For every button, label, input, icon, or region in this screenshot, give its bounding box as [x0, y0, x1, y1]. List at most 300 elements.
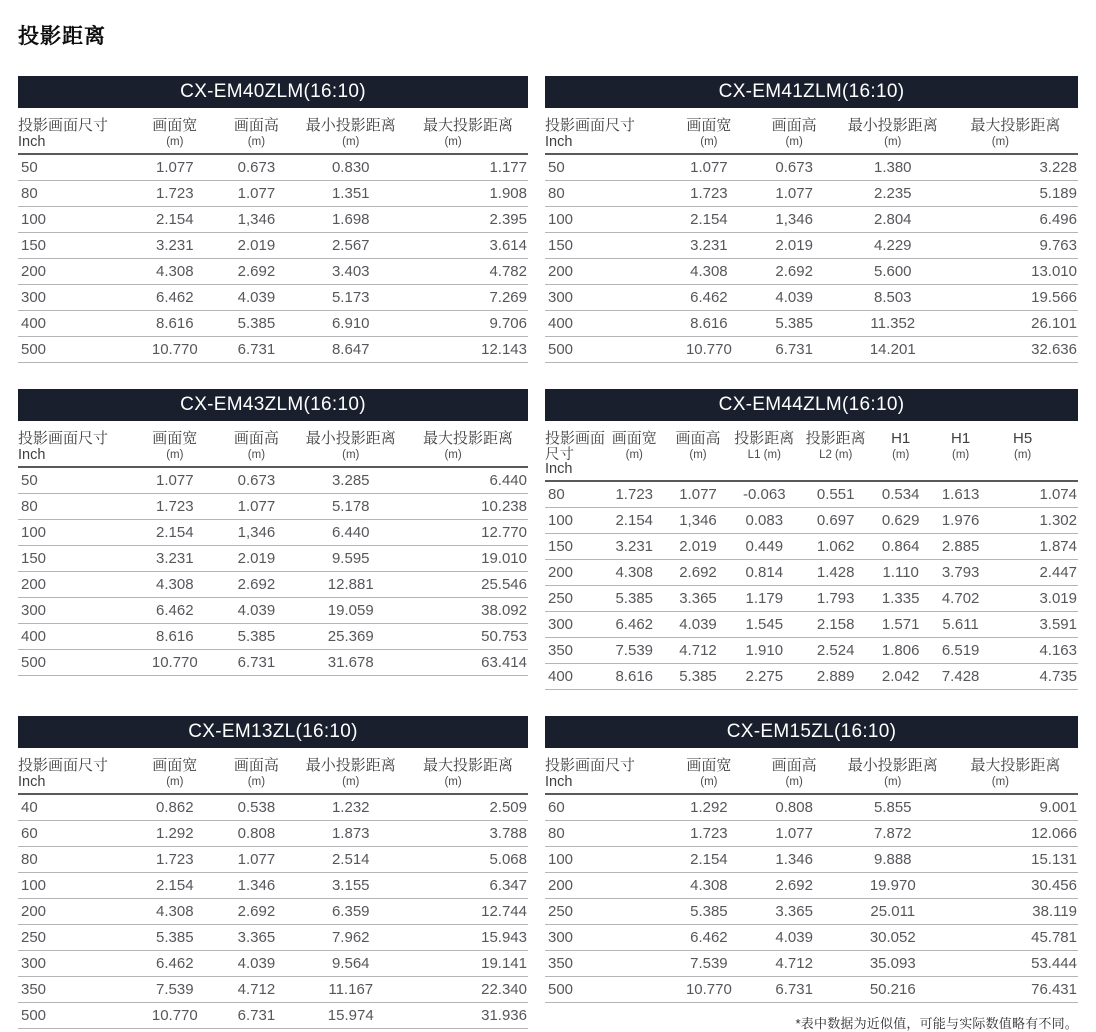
- table-cell: 8.616: [662, 311, 755, 337]
- projection-distance-table: [545, 110, 1078, 363]
- table-row: [18, 794, 528, 821]
- page-title: 投影距离: [18, 25, 106, 48]
- column-header: 画面宽 (m): [662, 750, 755, 794]
- table-cell: 10.770: [130, 650, 219, 676]
- table-cell: 5.173: [293, 285, 408, 311]
- table-cell: 250: [545, 586, 601, 612]
- table-cell: 6.910: [293, 311, 408, 337]
- table-cell: 1.232: [293, 794, 408, 821]
- table-cell: 1.806: [871, 638, 930, 664]
- table-cell: 1.346: [756, 847, 833, 873]
- table-cell: 76.431: [953, 977, 1078, 1003]
- table-row: [18, 337, 528, 363]
- column-header: 画面高 (m): [219, 110, 293, 154]
- table-cell: 500: [545, 337, 662, 363]
- table-cell: 1.874: [991, 534, 1078, 560]
- table-row: [545, 560, 1078, 586]
- table-cell: 6.462: [130, 285, 219, 311]
- column-header: 最大投影距离 (m): [408, 110, 528, 154]
- table-cell: 0.862: [130, 794, 219, 821]
- table-cell: 100: [545, 847, 662, 873]
- column-header: 投影画面尺寸 Inch: [18, 750, 130, 794]
- column-header: 画面高 (m): [667, 423, 728, 481]
- table-cell: 31.936: [408, 1003, 528, 1029]
- table-title-bar: CX-EM41ZLM(16:10): [545, 76, 1078, 108]
- table-cell: 10.238: [408, 494, 528, 520]
- table-cell: 25.369: [293, 624, 408, 650]
- table-cell: 6.496: [953, 207, 1078, 233]
- table-cell: 1.077: [130, 467, 219, 494]
- table-cell: 10.770: [662, 337, 755, 363]
- table-cell: 1,346: [667, 508, 728, 534]
- table-cell: 2.158: [800, 612, 871, 638]
- table-cell: 5.385: [667, 664, 728, 690]
- column-header: 画面宽 (m): [601, 423, 667, 481]
- table-cell: 9.595: [293, 546, 408, 572]
- table-cell: 1.062: [800, 534, 871, 560]
- column-header: H1 (m): [871, 423, 930, 481]
- table-cell: 300: [545, 285, 662, 311]
- table-cell: 4.229: [833, 233, 953, 259]
- table-cx-em43zlm: [18, 389, 528, 676]
- table-cell: 2.889: [800, 664, 871, 690]
- column-header: 投影画面尺寸 Inch: [18, 110, 130, 154]
- table-cell: 1.723: [130, 181, 219, 207]
- table-cell: 80: [545, 481, 601, 508]
- table-cell: 1.873: [293, 821, 408, 847]
- table-cell: 200: [18, 259, 130, 285]
- table-cell: 60: [545, 794, 662, 821]
- table-row: [18, 951, 528, 977]
- table-row: [545, 207, 1078, 233]
- table-cell: 1.723: [601, 481, 667, 508]
- table-cell: 4.308: [662, 873, 755, 899]
- table-cell: 0.629: [871, 508, 930, 534]
- table-cell: 15.131: [953, 847, 1078, 873]
- table-cell: 5.385: [219, 624, 293, 650]
- table-cell: 45.781: [953, 925, 1078, 951]
- table-cell: 50: [18, 154, 130, 181]
- table-cell: 2.804: [833, 207, 953, 233]
- table-cell: 4.039: [756, 925, 833, 951]
- table-cell: 6.462: [130, 951, 219, 977]
- table-cell: 1.976: [930, 508, 991, 534]
- column-header: 画面宽 (m): [662, 110, 755, 154]
- table-cell: 9.706: [408, 311, 528, 337]
- table-cell: 15.974: [293, 1003, 408, 1029]
- table-cell: 10.770: [130, 337, 219, 363]
- table-cell: 300: [18, 951, 130, 977]
- table-cell: 2.509: [408, 794, 528, 821]
- table-cell: 0.673: [219, 467, 293, 494]
- table-cell: 6.440: [293, 520, 408, 546]
- table-row: [18, 1003, 528, 1029]
- table-row: [18, 598, 528, 624]
- table-cell: 1.613: [930, 481, 991, 508]
- table-cell: 0.449: [729, 534, 800, 560]
- table-cell: 4.308: [601, 560, 667, 586]
- column-header: 画面高 (m): [756, 110, 833, 154]
- table-cx-em41zlm: [545, 76, 1078, 363]
- table-cell: 50.753: [408, 624, 528, 650]
- column-header: 最小投影距离 (m): [833, 110, 953, 154]
- table-cell: 0.673: [756, 154, 833, 181]
- table-cell: 2.019: [756, 233, 833, 259]
- table-cell: 100: [18, 873, 130, 899]
- table-row: [545, 612, 1078, 638]
- table-cell: 1.077: [662, 154, 755, 181]
- footnote: *表中数据为近似值，可能与实际数值略有不同。: [795, 1016, 1078, 1031]
- table-cell: 1.179: [729, 586, 800, 612]
- table-cell: 4.039: [219, 598, 293, 624]
- table-cell: 80: [18, 847, 130, 873]
- table-cell: 1.177: [408, 154, 528, 181]
- table-cell: 10.770: [130, 1003, 219, 1029]
- table-cell: 26.101: [953, 311, 1078, 337]
- table-cell: 0.808: [756, 794, 833, 821]
- table-row: [545, 638, 1078, 664]
- table-cell: 6.462: [662, 285, 755, 311]
- table-cell: 5.385: [219, 311, 293, 337]
- table-cell: 350: [18, 977, 130, 1003]
- table-row: [18, 650, 528, 676]
- table-cell: 22.340: [408, 977, 528, 1003]
- table-cell: 30.456: [953, 873, 1078, 899]
- table-title-bar: CX-EM13ZL(16:10): [18, 716, 528, 748]
- table-cell: 15.943: [408, 925, 528, 951]
- table-row: [18, 154, 528, 181]
- table-cell: 1,346: [219, 207, 293, 233]
- table-cell: 1.077: [219, 181, 293, 207]
- table-cell: 2.692: [219, 899, 293, 925]
- table-row: [545, 508, 1078, 534]
- column-header: 投影画面尺寸 Inch: [545, 750, 662, 794]
- table-cell: 2.692: [756, 259, 833, 285]
- table-cell: 0.814: [729, 560, 800, 586]
- table-cell: 5.068: [408, 847, 528, 873]
- table-cell: 200: [545, 873, 662, 899]
- table-cell: 200: [545, 259, 662, 285]
- table-row: [545, 821, 1078, 847]
- table-cell: 10.770: [662, 977, 755, 1003]
- table-cell: 2.235: [833, 181, 953, 207]
- table-row: [18, 207, 528, 233]
- table-row: [18, 821, 528, 847]
- table-cell: 1.351: [293, 181, 408, 207]
- table-row: [545, 977, 1078, 1003]
- table-cell: 2.019: [667, 534, 728, 560]
- table-cell: 1.723: [662, 821, 755, 847]
- table-cell: 1.077: [756, 821, 833, 847]
- table-cell: 2.395: [408, 207, 528, 233]
- table-cell: 0.808: [219, 821, 293, 847]
- table-cell: 50.216: [833, 977, 953, 1003]
- table-cell: 0.864: [871, 534, 930, 560]
- table-row: [545, 233, 1078, 259]
- table-cell: 9.564: [293, 951, 408, 977]
- table-cell: 2.692: [219, 572, 293, 598]
- table-cell: 4.039: [667, 612, 728, 638]
- table-cell: 2.524: [800, 638, 871, 664]
- table-cell: 11.352: [833, 311, 953, 337]
- table-cell: 1.077: [667, 481, 728, 508]
- table-cell: 30.052: [833, 925, 953, 951]
- table-cell: 5.189: [953, 181, 1078, 207]
- table-cell: 5.385: [662, 899, 755, 925]
- table-cell: 14.201: [833, 337, 953, 363]
- table-cell: 4.039: [219, 285, 293, 311]
- projection-distance-table: [545, 423, 1078, 690]
- table-cell: 1.335: [871, 586, 930, 612]
- table-cell: 350: [545, 951, 662, 977]
- table-cell: 0.830: [293, 154, 408, 181]
- table-cell: 200: [18, 572, 130, 598]
- projection-distance-table: [545, 750, 1078, 1003]
- column-header: 最大投影距离 (m): [953, 750, 1078, 794]
- table-cell: 1.571: [871, 612, 930, 638]
- table-cell: 7.539: [662, 951, 755, 977]
- table-cell: 1.723: [662, 181, 755, 207]
- column-header: 画面宽 (m): [130, 423, 219, 467]
- table-cell: 100: [545, 508, 601, 534]
- table-cell: 500: [545, 977, 662, 1003]
- table-row: [545, 285, 1078, 311]
- table-cell: 19.970: [833, 873, 953, 899]
- table-cell: 1.110: [871, 560, 930, 586]
- table-cell: 80: [18, 181, 130, 207]
- table-cell: 3.365: [667, 586, 728, 612]
- table-cell: 6.731: [219, 337, 293, 363]
- table-cell: 19.010: [408, 546, 528, 572]
- table-cell: 32.636: [953, 337, 1078, 363]
- table-cell: 400: [545, 311, 662, 337]
- projection-distance-table: [18, 110, 528, 363]
- table-cell: 1.698: [293, 207, 408, 233]
- table-row: [545, 664, 1078, 690]
- table-cell: 2.154: [130, 873, 219, 899]
- table-row: [18, 899, 528, 925]
- table-cell: 200: [545, 560, 601, 586]
- table-cell: 3.019: [991, 586, 1078, 612]
- table-row: [18, 233, 528, 259]
- table-cell: 50: [18, 467, 130, 494]
- table-row: [545, 586, 1078, 612]
- table-row: [18, 624, 528, 650]
- column-header: 画面高 (m): [219, 423, 293, 467]
- table-cell: 7.539: [130, 977, 219, 1003]
- column-header: 投影画面尺寸 Inch: [545, 110, 662, 154]
- table-cell: 2.042: [871, 664, 930, 690]
- table-cell: 40: [18, 794, 130, 821]
- table-cell: 500: [18, 337, 130, 363]
- table-cell: 5.385: [130, 925, 219, 951]
- table-cell: 6.462: [662, 925, 755, 951]
- table-cell: 4.712: [219, 977, 293, 1003]
- table-cell: 100: [18, 520, 130, 546]
- column-header: 投影距离 L2 (m): [800, 423, 871, 481]
- table-cell: 1.074: [991, 481, 1078, 508]
- table-cell: 25.011: [833, 899, 953, 925]
- table-row: [18, 977, 528, 1003]
- table-cell: 7.962: [293, 925, 408, 951]
- table-cell: 3.591: [991, 612, 1078, 638]
- table-cell: 350: [545, 638, 601, 664]
- table-cell: 6.519: [930, 638, 991, 664]
- table-cell: 12.066: [953, 821, 1078, 847]
- tables-grid: [18, 76, 1078, 1032]
- table-cell: 2.154: [130, 207, 219, 233]
- table-cell: 4.782: [408, 259, 528, 285]
- projection-distance-table: [18, 423, 528, 676]
- table-row: [18, 546, 528, 572]
- table-cell: 5.600: [833, 259, 953, 285]
- table-cell: 200: [18, 899, 130, 925]
- table-row: [545, 259, 1078, 285]
- table-cell: 8.503: [833, 285, 953, 311]
- table-cell: 9.763: [953, 233, 1078, 259]
- table-cell: 1.292: [130, 821, 219, 847]
- table-cell: 3.155: [293, 873, 408, 899]
- table-cell: 4.039: [219, 951, 293, 977]
- table-cell: 6.731: [756, 977, 833, 1003]
- table-cx-em44zlm: [545, 389, 1078, 690]
- table-title-bar: CX-EM15ZL(16:10): [545, 716, 1078, 748]
- column-header-row: [18, 423, 528, 467]
- table-cell: 300: [18, 285, 130, 311]
- table-cell: 1,346: [756, 207, 833, 233]
- table-row: [18, 847, 528, 873]
- table-cell: 2.885: [930, 534, 991, 560]
- table-cell: 150: [545, 233, 662, 259]
- table-row: [545, 925, 1078, 951]
- table-cell: 7.428: [930, 664, 991, 690]
- table-row: [545, 337, 1078, 363]
- table-cell: 4.308: [130, 899, 219, 925]
- table-cell: 3.793: [930, 560, 991, 586]
- table-cell: 13.010: [953, 259, 1078, 285]
- column-header: H5 (m): [991, 423, 1078, 481]
- table-cell: 2.692: [756, 873, 833, 899]
- table-row: [18, 925, 528, 951]
- table-cell: 2.154: [662, 207, 755, 233]
- column-header-row: [545, 110, 1078, 154]
- column-header: 投影距离 L1 (m): [729, 423, 800, 481]
- table-cell: 3.285: [293, 467, 408, 494]
- table-row: [545, 534, 1078, 560]
- column-header: 最大投影距离 (m): [408, 423, 528, 467]
- table-cell: 19.566: [953, 285, 1078, 311]
- table-cell: 1.793: [800, 586, 871, 612]
- table-cell: 0.673: [219, 154, 293, 181]
- table-row: [18, 285, 528, 311]
- table-cell: 6.462: [130, 598, 219, 624]
- table-cell: 80: [18, 494, 130, 520]
- table-cell: 5.611: [930, 612, 991, 638]
- table-cell: 1.723: [130, 494, 219, 520]
- table-cell: 6.731: [756, 337, 833, 363]
- table-cell: 5.855: [833, 794, 953, 821]
- table-cell: 63.414: [408, 650, 528, 676]
- table-cell: 1.292: [662, 794, 755, 821]
- column-header: 最小投影距离 (m): [293, 750, 408, 794]
- table-cell: 150: [545, 534, 601, 560]
- column-header: 画面高 (m): [756, 750, 833, 794]
- table-cell: 500: [18, 650, 130, 676]
- table-row: [18, 181, 528, 207]
- column-header-row: [18, 110, 528, 154]
- table-cell: 25.546: [408, 572, 528, 598]
- table-cell: 1.908: [408, 181, 528, 207]
- table-cell: 2.514: [293, 847, 408, 873]
- table-cell: 7.539: [601, 638, 667, 664]
- table-cell: 38.119: [953, 899, 1078, 925]
- table-cell: 4.712: [756, 951, 833, 977]
- table-cell: 2.154: [662, 847, 755, 873]
- table-cell: 6.462: [601, 612, 667, 638]
- table-cell: 1.077: [130, 154, 219, 181]
- table-cell: 11.167: [293, 977, 408, 1003]
- table-row: [18, 467, 528, 494]
- table-cell: 250: [18, 925, 130, 951]
- table-cell: 12.881: [293, 572, 408, 598]
- table-cell: 8.616: [601, 664, 667, 690]
- table-cell: 6.440: [408, 467, 528, 494]
- table-cell: 12.143: [408, 337, 528, 363]
- table-cell: 100: [18, 207, 130, 233]
- table-cell: 2.275: [729, 664, 800, 690]
- table-cell: 4.702: [930, 586, 991, 612]
- table-cell: 2.019: [219, 546, 293, 572]
- table-row: [18, 494, 528, 520]
- table-cell: 8.616: [130, 624, 219, 650]
- table-cell: 3.788: [408, 821, 528, 847]
- table-cell: 4.163: [991, 638, 1078, 664]
- column-header-row: [545, 750, 1078, 794]
- table-cell: 1.428: [800, 560, 871, 586]
- table-cell: 400: [545, 664, 601, 690]
- table-cell: 5.178: [293, 494, 408, 520]
- table-cell: 3.231: [130, 233, 219, 259]
- table-cell: 150: [18, 546, 130, 572]
- column-header: 最大投影距离 (m): [953, 110, 1078, 154]
- table-cell: 4.308: [130, 572, 219, 598]
- table-title-bar: CX-EM44ZLM(16:10): [545, 389, 1078, 421]
- table-cell: 3.228: [953, 154, 1078, 181]
- table-cell: 150: [18, 233, 130, 259]
- column-header: 最小投影距离 (m): [833, 750, 953, 794]
- table-cell: 400: [18, 624, 130, 650]
- table-cell: 31.678: [293, 650, 408, 676]
- table-cell: 400: [18, 311, 130, 337]
- table-cell: 6.731: [219, 1003, 293, 1029]
- projection-distance-table: [18, 750, 528, 1029]
- table-row: [545, 899, 1078, 925]
- table-cell: 300: [18, 598, 130, 624]
- column-header: 投影画面 尺寸Inch: [545, 423, 601, 481]
- table-cell: 500: [18, 1003, 130, 1029]
- table-cell: 60: [18, 821, 130, 847]
- table-cell: 2.154: [130, 520, 219, 546]
- table-cell: 9.888: [833, 847, 953, 873]
- table-cell: 3.365: [756, 899, 833, 925]
- table-row: [545, 154, 1078, 181]
- table-row: [545, 481, 1078, 508]
- table-title-bar: CX-EM40ZLM(16:10): [18, 76, 528, 108]
- column-header-row: [545, 423, 1078, 481]
- table-cell: 2.154: [601, 508, 667, 534]
- table-cell: 2.019: [219, 233, 293, 259]
- table-row: [545, 873, 1078, 899]
